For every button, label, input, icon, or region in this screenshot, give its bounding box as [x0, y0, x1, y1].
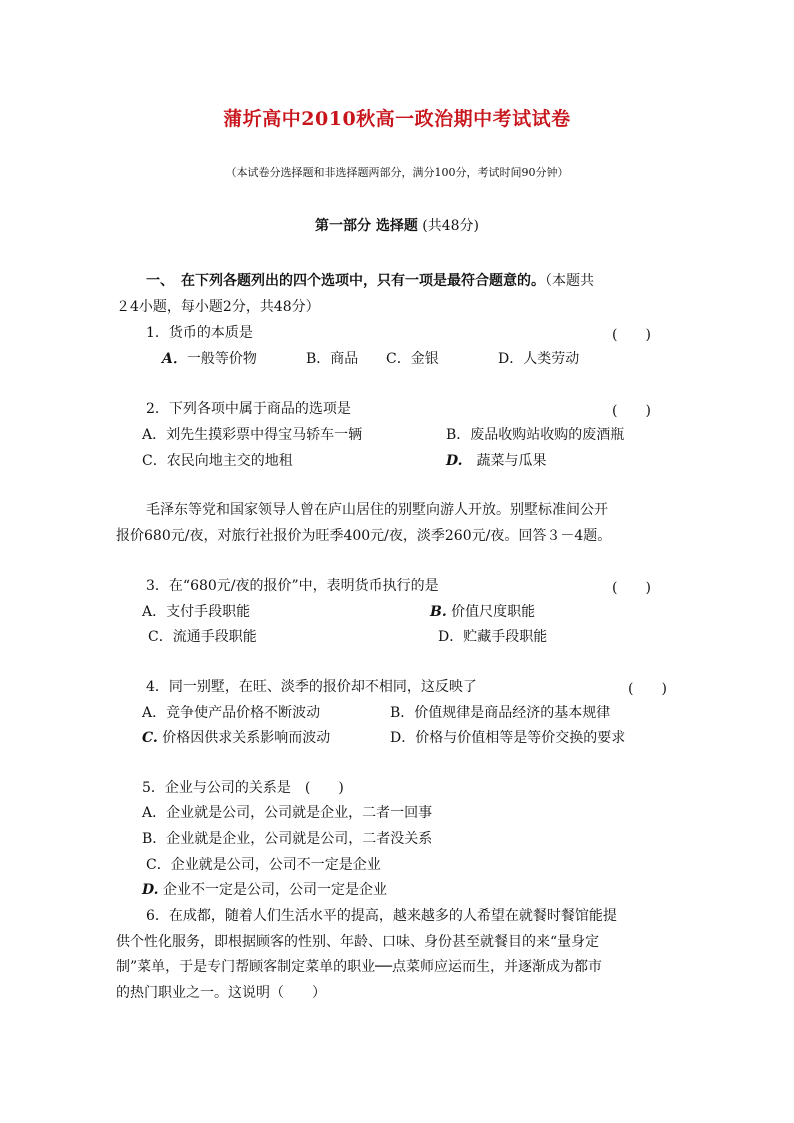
section-heading-bold: 第一部分 选择题 — [314, 218, 418, 234]
q4-answer-paren: ( ) — [628, 681, 667, 697]
q4-option-b: B．价值规律是商品经济的基本规律 — [390, 705, 611, 721]
q5-option-c: C．企业就是公司，公司不一定是企业 — [146, 857, 381, 873]
section-heading — [0, 215, 794, 235]
q6-line-2: 供个性化服务，即根据顾客的性别、年龄、口味、身份甚至就餐目的来“量身定 — [116, 934, 600, 950]
q5-option-d-letter: D. — [142, 882, 159, 898]
exam-title: 蒲圻高中2010秋高一政治期中考试试卷 — [223, 108, 571, 130]
q2-option-c: C．农民向地主交的地租 — [142, 453, 293, 469]
q4-stem: 4．同一别墅，在旺、淡季的报价却不相同，这反映了 — [146, 679, 477, 695]
section-heading-rest: (共48分) — [422, 218, 480, 234]
q3-answer-paren: ( ) — [612, 580, 651, 596]
q3-stem: 3．在“680元/夜的报价”中，表明货币执行的是 — [146, 578, 439, 594]
instruction-line-1 — [146, 272, 594, 290]
q3-option-b — [430, 603, 535, 621]
q3-option-d: D．贮藏手段职能 — [438, 629, 548, 645]
q1-option-a — [162, 350, 257, 368]
q5-option-d-text: 企业不一定是公司，公司一定是企业 — [162, 882, 387, 898]
q5-option-d — [142, 881, 387, 899]
instruction-line-2: ２4小题，每小题2分，共48分） — [116, 299, 320, 315]
q1-option-a-letter: A． — [162, 351, 187, 367]
q4-option-a: A．竞争使产品价格不断波动 — [142, 705, 321, 721]
instruction-number: 一、 — [146, 273, 167, 289]
q5-option-b: B．企业就是企业，公司就是公司，二者没关系 — [142, 831, 433, 847]
q2-option-d-text: 蔬菜与瓜果 — [476, 453, 547, 469]
instruction-rest: （本题共 — [545, 273, 594, 289]
q5-stem: 5．企业与公司的关系是 ( ) — [142, 780, 344, 796]
q1-answer-paren: ( ) — [612, 327, 651, 343]
q6-line-3: 制”菜单，于是专门帮顾客制定菜单的职业──点菜师应运而生，并逐渐成为都市 — [116, 959, 603, 975]
q4-option-c-text: 价格因供求关系影响而波动 — [162, 730, 331, 746]
q2-answer-paren: ( ) — [612, 403, 651, 419]
q1-option-b: B．商品 — [306, 351, 359, 367]
passage-line-1: 毛泽东等党和国家领导人曾在庐山居住的别墅向游人开放。别墅标准间公开 — [146, 502, 608, 518]
q2-stem: 2．下列各项中属于商品的选项是 — [146, 401, 351, 417]
q3-option-c: C．流通手段职能 — [148, 629, 257, 645]
q1-stem: 1．货币的本质是 — [146, 325, 253, 341]
q3-option-a: A．支付手段职能 — [142, 604, 251, 620]
q2-option-b: B．废品收购站收购的废酒瓶 — [446, 427, 625, 443]
q4-option-c-letter: C. — [142, 730, 158, 746]
q2-option-d-letter: D. — [446, 453, 463, 469]
passage-line-2: 报价680元/夜，对旅行社报价为旺季400元/夜，淡季260元/夜。回答３－4题。 — [116, 528, 612, 544]
q2-option-a: A．刘先生摸彩票中得宝马轿车一辆 — [142, 427, 363, 443]
q4-option-d: D．价格与价值相等是等价交换的要求 — [390, 730, 626, 746]
q6-line-1: 6．在成都，随着人们生活水平的提高，越来越多的人希望在就餐时餐馆能提 — [146, 908, 617, 924]
q3-option-b-text: 价值尺度职能 — [451, 604, 536, 620]
q6-line-4: 的热门职业之一。这说明（ ） — [116, 985, 326, 1001]
q3-option-b-letter: B. — [430, 604, 447, 620]
instruction-bold: 在下列各题列出的四个选项中，只有一项是最符合题意的。 — [181, 273, 545, 289]
q1-option-d: D．人类劳动 — [498, 351, 580, 367]
q2-option-d — [446, 452, 547, 470]
q1-option-c: C．金银 — [386, 351, 439, 367]
q1-option-a-text: 一般等价物 — [186, 351, 257, 367]
exam-subtitle: （本试卷分选择题和非选择题两部分，满分100分，考试时间90分钟） — [225, 166, 569, 179]
q4-option-c — [142, 729, 330, 747]
q5-option-a: A．企业就是公司，公司就是企业，二者一回事 — [142, 805, 433, 821]
